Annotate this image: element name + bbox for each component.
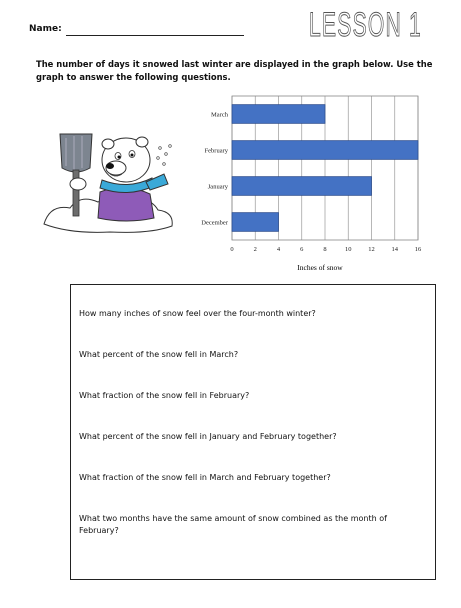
snow-bar-chart	[190, 92, 435, 277]
x-tick-label: 10	[345, 246, 352, 253]
question-1: How many inches of snow feel over the four-month winter?	[79, 309, 316, 318]
category-label: January	[207, 183, 228, 191]
instructions: The number of days it snowed last winter are displayed in the graph below. Use the graph to answer the following questions.	[36, 59, 433, 82]
x-tick-label: 6	[300, 246, 304, 253]
polar-bear-with-snow-shovel-icon	[40, 120, 180, 240]
question-2: What percent of the snow fell in March?	[79, 350, 239, 359]
bar-december	[232, 213, 279, 232]
x-tick-label: 0	[230, 246, 234, 253]
category-label: March	[211, 111, 228, 119]
x-tick-label: 8	[323, 246, 327, 253]
category-label: February	[204, 147, 228, 155]
x-tick-label: 12	[368, 246, 375, 253]
bar-january	[232, 177, 372, 196]
x-axis-label: Inches of snow	[297, 263, 343, 272]
question-6: What two months have the same amount of snow combined as the month of February?	[79, 514, 387, 535]
bar-february	[232, 141, 418, 160]
x-tick-label: 14	[391, 246, 398, 253]
question-5: What fraction of the snow fell in March and February together?	[79, 473, 331, 482]
x-tick-label: 16	[414, 246, 422, 253]
question-4: What percent of the snow fell in January and February together?	[79, 432, 337, 441]
questions-box	[70, 284, 436, 580]
x-tick-label: 4	[276, 246, 281, 253]
bar-march	[232, 105, 325, 124]
name-label: Name:	[29, 24, 62, 34]
category-label: December	[201, 219, 228, 227]
x-tick-label: 2	[253, 246, 257, 253]
lesson-title: LESSON 1	[309, 6, 423, 44]
question-3: What fraction of the snow fell in February?	[79, 391, 250, 400]
name-line	[66, 35, 244, 36]
